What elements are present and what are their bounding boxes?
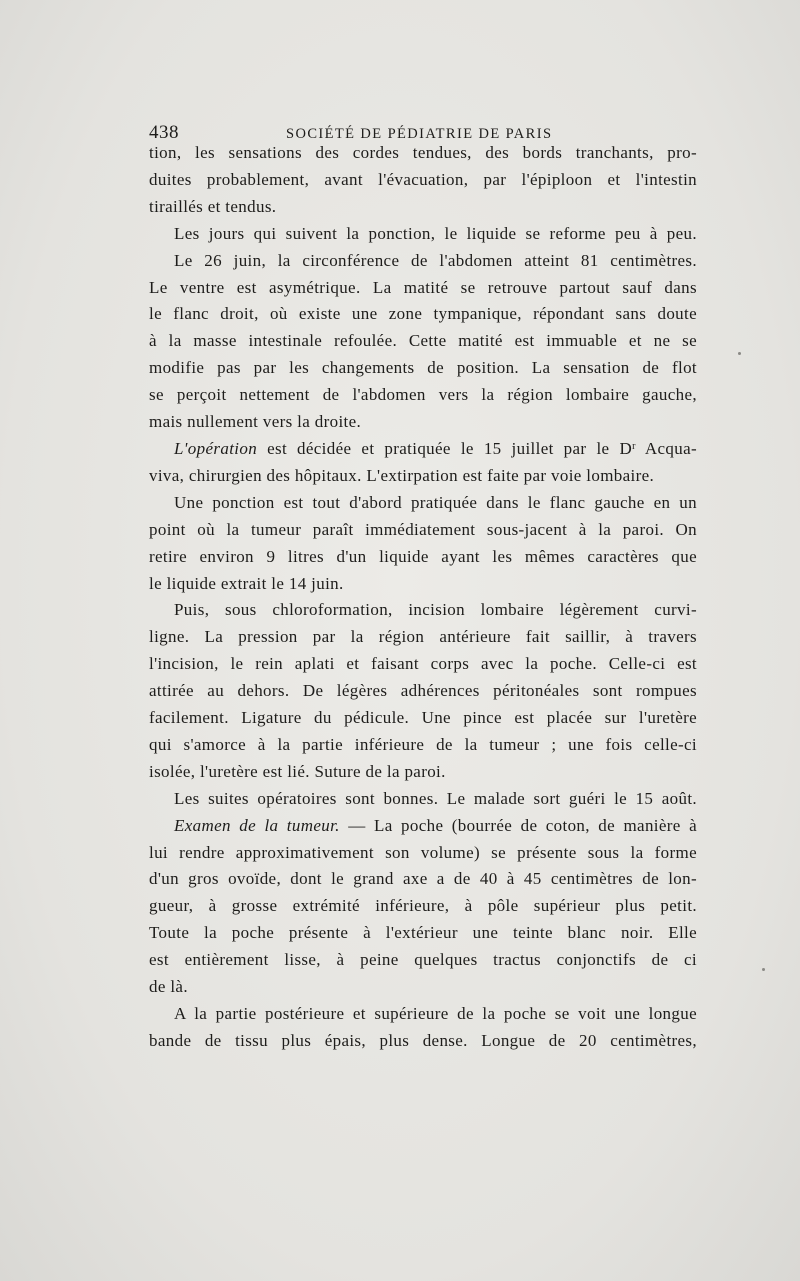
text-line: d'un gros ovoïde, dont le grand axe a de 40 à 45 centimètres de lon-	[149, 869, 697, 889]
text-line: isolée, l'uretère est lié. Suture de la paroi.	[149, 761, 446, 781]
scan-speck	[738, 352, 741, 355]
body-text	[149, 140, 697, 1055]
text-line: Le 26 juin, la circonférence de l'abdomen atteint 81 centimètres.	[174, 250, 697, 270]
text-line: tiraillés et tendus.	[149, 196, 277, 216]
paragraph-6	[149, 597, 697, 785]
text-line: le liquide extrait le 14 juin.	[149, 573, 344, 593]
page-number: 438	[149, 122, 179, 143]
text-line: est entièrement lisse, à peine quelques tractus conjonctifs de ci	[149, 950, 697, 970]
text-line: mais nullement vers la droite.	[149, 412, 362, 432]
text-line: modifie pas par les changements de position. La sensation de flot	[149, 358, 697, 378]
text-line: facilement. Ligature du pédicule. Une pince est placée sur l'uretère	[149, 708, 697, 728]
paragraph-7	[149, 786, 697, 813]
italic-lead: Examen de la tumeur.	[174, 815, 340, 835]
text-line: à la masse intestinale refoulée. Cette matité est immuable et ne se	[149, 331, 697, 351]
text-line: Les suites opératoires sont bonnes. Le malade sort guéri le 15 août.	[174, 788, 697, 808]
text-line: gueur, à grosse extrémité inférieure, à pôle supérieur plus petit.	[149, 896, 697, 916]
paragraph-8	[149, 813, 697, 1001]
text-line: Une ponction est tout d'abord pratiquée dans le flanc gauche en un	[174, 492, 697, 512]
text-line: lui rendre approximativement son volume) se présente sous la forme	[149, 842, 697, 862]
text-line: se perçoit nettement de l'abdomen vers la région lombaire gauche,	[149, 385, 697, 405]
text-run: — La poche (bourrée de coton, de manière à	[339, 815, 697, 835]
text-run: est décidée et pratiquée le 15 juillet par le D	[257, 438, 633, 458]
text-line: tion, les sensations des cordes tendues, des bords tranchants, pro-	[149, 143, 697, 162]
italic-lead: L'opération	[174, 438, 258, 458]
superscript: r	[632, 440, 636, 452]
paragraph-1	[149, 140, 697, 221]
text-line	[149, 813, 697, 840]
text-line: retire environ 9 litres d'un liquide ayant les mêmes caractères que	[149, 546, 697, 566]
text-line: viva, chirurgien des hôpitaux. L'extirpation est faite par voie lombaire.	[149, 465, 655, 485]
paragraph-9	[149, 1001, 697, 1055]
scan-speck	[762, 968, 765, 971]
text-line: de là.	[149, 977, 188, 997]
text-line	[149, 436, 697, 463]
text-line: duites probablement, avant l'évacuation, par l'épiploon et l'intestin	[149, 169, 697, 189]
text-line: A la partie postérieure et supérieure de la poche se voit une longue	[174, 1004, 697, 1023]
text-line: ligne. La pression par la région antérieure fait saillir, à travers	[149, 627, 697, 647]
text-line: qui s'amorce à la partie inférieure de la tumeur ; une fois celle-ci	[149, 734, 697, 754]
text-line: bande de tissu plus épais, plus dense. Longue de 20 centimètres,	[149, 1030, 697, 1050]
text-line: Puis, sous chloroformation, incision lombaire légèrement curvi-	[174, 600, 697, 620]
running-title: SOCIÉTÉ DE PÉDIATRIE DE PARIS	[286, 126, 553, 142]
paragraph-5	[149, 490, 697, 598]
text-line: Le ventre est asymétrique. La matité se retrouve partout sauf dans	[149, 277, 697, 297]
text-line: Les jours qui suivent la ponction, le liquide se reforme peu à peu.	[174, 223, 697, 243]
paragraph-2	[149, 221, 697, 248]
text-line: Toute la poche présente à l'extérieur une teinte blanc noir. Elle	[149, 923, 697, 943]
paragraph-3	[149, 248, 697, 436]
text-line: l'incision, le rein aplati et faisant corps avec la poche. Celle-ci est	[149, 654, 697, 674]
text-run: Acqua-	[635, 438, 697, 458]
paragraph-4	[149, 436, 697, 490]
text-line: point où la tumeur paraît immédiatement sous-jacent à la paroi. On	[149, 519, 697, 539]
text-line: le flanc droit, où existe une zone tympanique, répondant sans doute	[149, 304, 697, 324]
text-line: attirée au dehors. De légères adhérences péritonéales sont rompues	[149, 681, 697, 701]
